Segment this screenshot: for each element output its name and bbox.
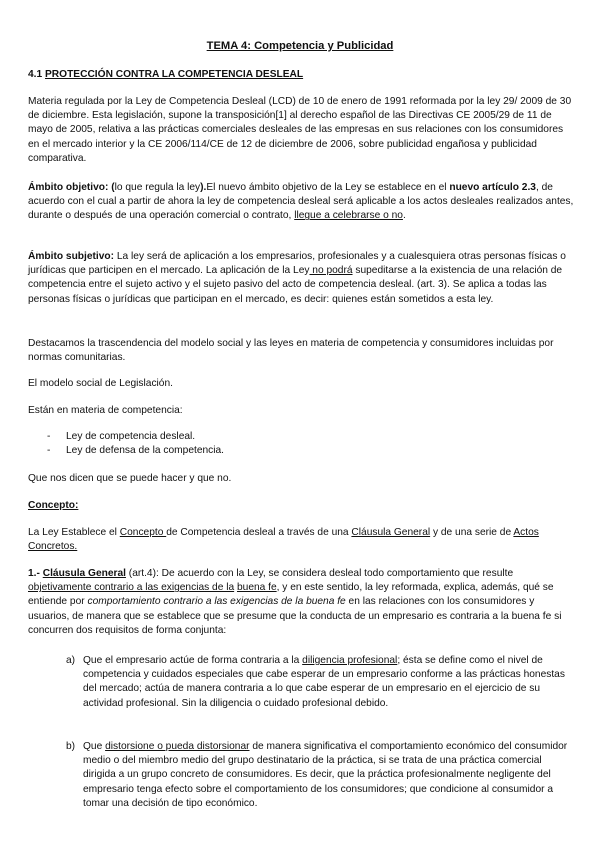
page-title: TEMA 4: Competencia y Publicidad [206,40,394,52]
objetivo-text-8: . [402,210,406,222]
clausula-label: Cláusula General [42,568,126,579]
ambito-subjetivo-paragraph [28,250,574,307]
requirement-a-paragraph [83,654,573,711]
list-item: Ley de defensa de la competencia. [66,445,225,456]
concepto-paragraph [28,526,574,554]
clausula-text-1: (art.4): De acuerdo con la Ley, se considera desleal todo comportamiento que resulte [125,568,514,579]
distorsione-term: distorsione o pueda distorsionar [105,741,250,752]
clausula-buena-fe: buena fe [236,582,277,594]
dicen-paragraph: Que nos dicen que se puede hacer y que no. [28,473,232,484]
ambito-objetivo-label: Ámbito objetivo: [28,182,109,193]
objetivo-articulo: nuevo artículo 2.3 [449,182,536,193]
clausula-general-term: Cláusula General [351,527,431,538]
concepto-text-1: La Ley Establece el [28,527,120,538]
objetivo-underlined: llegue a celebrarse o no [294,210,403,222]
req-a-text-3: ; ésta se define como el nivel de competencia y cuidados especiales que cabe esperar de un empresario conforme a las prácticas honestas del mercado; actúa de manera contraria a lo que cabe esperar de un empresario en el ejercicio de su actividad profesional. Sin la diligencia o cuidado profesional debido. [83,655,565,709]
req-b-text-1: Que [83,741,106,752]
list-bullet: - [47,445,51,456]
clausula-text-5: , y en este sentido, la ley reformada, explica, además, qué se entiende por [28,582,554,608]
clausula-number: 1.- [28,568,43,579]
objetivo-text-2: lo que regula la ley [114,182,201,193]
concepto-text-3: de Competencia desleal a través de una [166,527,352,538]
destacamos-paragraph: Destacamos la trascendencia del modelo social y las leyes en materia de competencia y consumidores incluidas por normas comunitarias. [28,338,554,364]
ambito-subjetivo-label: Ámbito subjetivo: [28,251,115,262]
req-a-text-1: Que el empresario actúe de forma contraria a la [83,655,303,666]
section-heading [28,68,574,82]
diligencia-profesional-term: diligencia profesional [302,655,398,666]
clausula-underlined-1: objetivamente contrario a las exigencias de la [28,582,235,594]
subjetivo-text-3: supeditarse a la existencia de una relación de competencia entre el sujeto activo y el sujeto pasivo del acto de competencia desleal. (art. 3). Se aplica a todas las personas físicas o jurídicas que participan en el mercado, es decir: quienes están sometidos a esta ley. [28,265,563,305]
subjetivo-text-1: La ley será de aplicación a los empresarios, profesionales y a cualesquiera otras personas físicas o jurídicas que participen en el mercado. La aplicación de la Ley [28,251,566,277]
objetivo-text-3: ). [200,182,207,193]
subjetivo-no-podra: no podrá [309,265,353,277]
list-item: Ley de competencia desleal. [66,431,196,442]
objetivo-text-1: ( [108,182,115,193]
concepto-term: Concepto [119,527,167,538]
section-title: PROTECCIÓN CONTRA LA COMPETENCIA DESLEAL [45,69,304,80]
requirement-b-paragraph [83,740,573,811]
intro-paragraph: Materia regulada por la Ley de Competencia Desleal (LCD) de 10 de enero de 1991 reformada por la ley 29/ 2009 de 30 de diciembre. Esta legislación, supone la transposición[1] al derecho español de las Directivas CE 2005/29 de 11 de mayo de 2005, relativa a las prácticas comerciales desleales de las empresas en sus relaciones con los consumidores en el mercado interior y la CE 2006/114/CE de 12 de diciembre de 2006, sobre publicidad engañosa y publicidad comparativa. [28,96,572,164]
list-bullet: - [47,431,51,442]
requirement-a-marker: a) [66,655,76,666]
concepto-text-5: y de una serie de [430,527,514,538]
materia-paragraph: Están en materia de competencia: [28,405,183,416]
clausula-general-paragraph [28,567,574,638]
section-number: 4.1 [28,69,45,80]
modelo-paragraph: El modelo social de Legislación. [28,378,173,389]
objetivo-text-6: , de acuerdo con el cual a partir de ahora la ley de competencia desleal será aplicable a los actos desleales realizados antes, durante o después de una operación comercial o contrato, [28,182,574,222]
ambito-objetivo-paragraph [28,181,574,224]
requirement-b-marker: b) [66,741,76,752]
clausula-text-7: en las relaciones con los consumidores y usuarios, de manera que se establece que se presume que la conducta de un empresario es contraria a la buena fe si concurren dos requisitos de forma conjunta: [28,596,562,636]
clausula-italic: comportamiento contrario a las exigencias de la buena fe [87,596,346,608]
concepto-heading: Concepto: [28,500,79,511]
objetivo-text-4: El nuevo ámbito objetivo de la Ley se establece en el [206,182,450,193]
req-b-text-3: de manera significativa el comportamiento económico del consumidor medio o del miembro medio del grupo destinatario de la práctica, si se trata de una práctica comercial dirigida a un grupo concreto de consumidores. Es decir, que la práctica profesionalmente negligente del empresario tenga efecto sobre el comportamiento de los consumidores; que condicione al consumidor a tomar una decisión de tipo económico. [83,741,568,809]
actos-concretos-term: Actos Concretos. [28,527,539,553]
